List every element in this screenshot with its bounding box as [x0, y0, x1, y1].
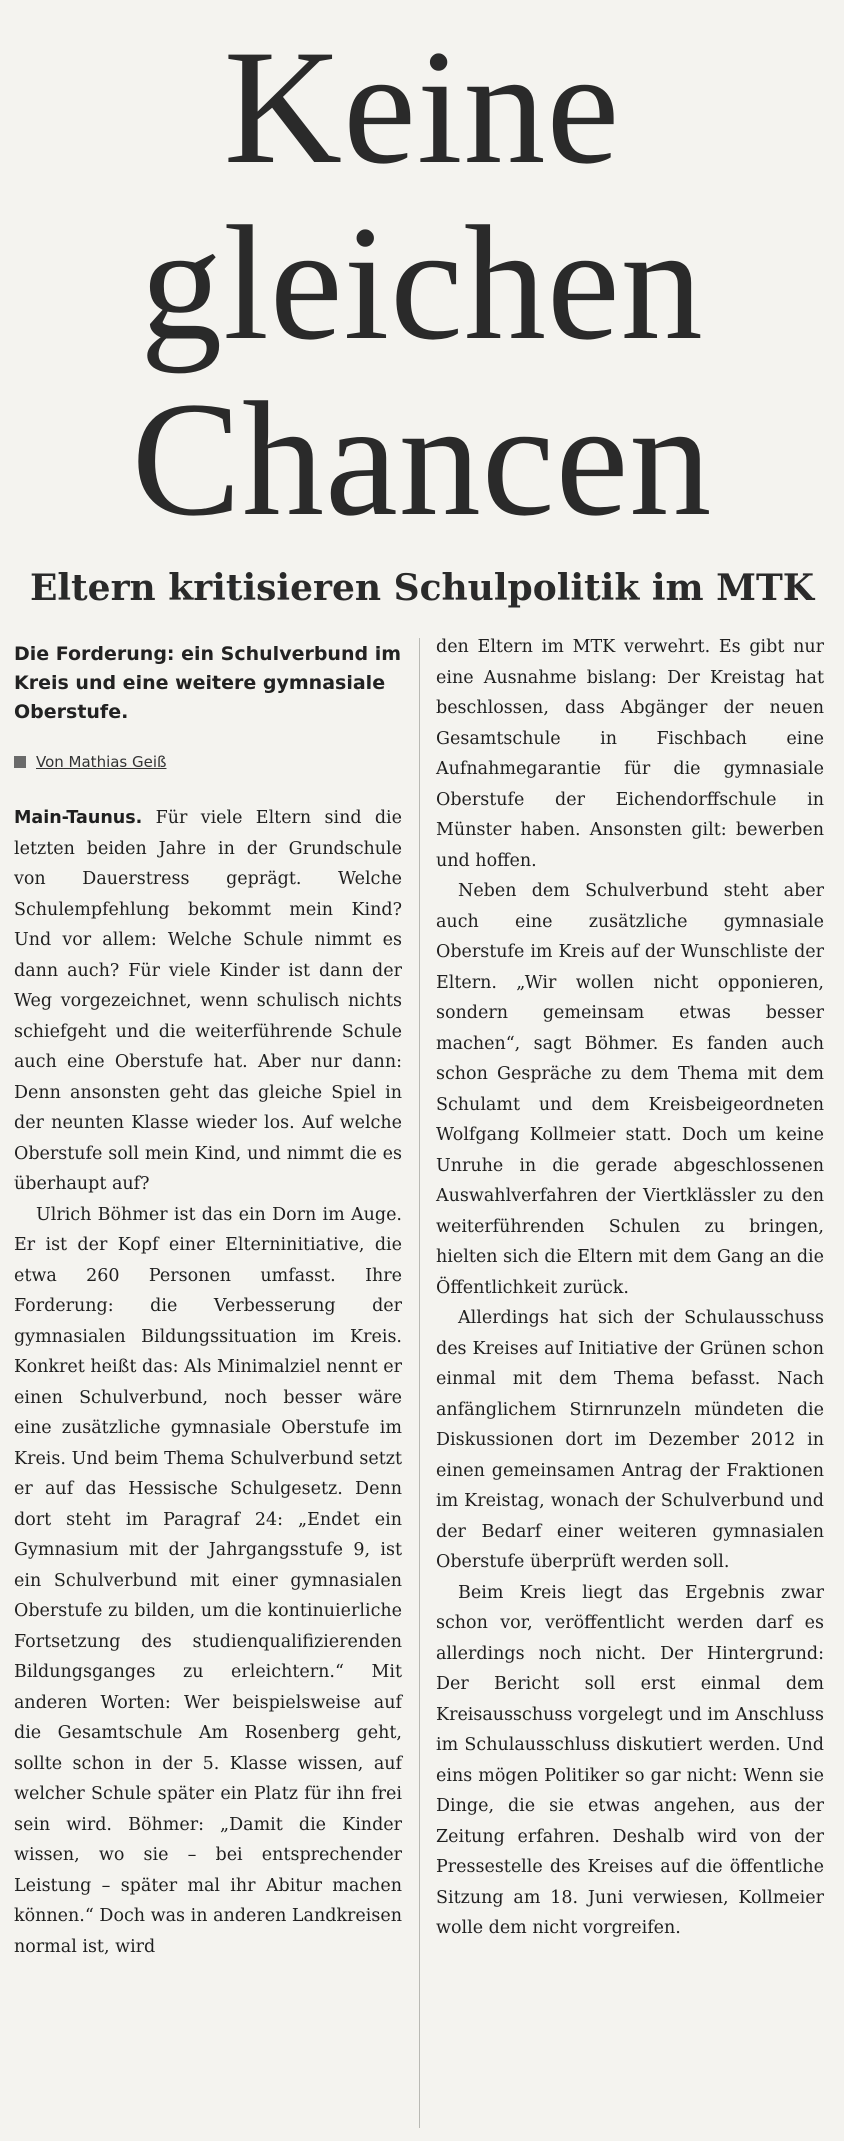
headline-line-3: Chancen [131, 369, 713, 550]
column-divider [419, 638, 420, 2128]
body-paragraph: Beim Kreis liegt das Ergebnis zwar schon vor, veröffentlicht werden darf es allerdings noch nicht. Der Hintergrund: Der Bericht soll erst einmal dem Kreisausschuss vorgelegt und im Anschluss im Schulausschluss diskutiert werden. Und eins mögen Politiker so gar nicht: Wenn sie Dinge, die sie etwas angehen, aus der Zeitung erfahren. Deshalb wird von der Pressestelle des Kreises auf die öffentliche Sitzung am 18. Juni verwiesen, Kollmeier wolle dem nicht vorgreifen. [436, 1582, 824, 1938]
body-paragraph [14, 803, 402, 1200]
author-name: Von Mathias Geiß [36, 753, 167, 771]
dateline: Main-Taunus. [14, 808, 143, 828]
byline-square-icon [14, 756, 26, 768]
left-column [14, 640, 402, 1962]
body-paragraph: den Eltern im MTK verwehrt. Es gibt nur eine Ausnahme bislang: Der Kreistag hat beschlossen, dass Abgänger der neuen Gesamtschule in Fischbach eine Aufnahmegarantie für die gymnasiale Oberstufe der Eichendorffschule in Münster haben. Ansonsten gilt: bewerben und hoffen. [436, 637, 824, 871]
lead-paragraph: Die Forderung: ein Schulverbund im Kreis und eine weitere gymnasiale Oberstufe. [14, 643, 402, 723]
body-paragraph: Ulrich Böhmer ist das ein Dorn im Auge. Er ist der Kopf einer Elterninitiative, die etwa 260 Personen umfasst. Ihre Forderung: die Verbesserung der gymnasialen Bildungssituation im Kreis. Konkret heißt das: Als Minimalziel nennt er einen Schulverbund, noch besser wäre eine zusätzliche gymnasiale Oberstufe im Kreis. Und beim Thema Schulverbund setzt er auf das Hessische Schulgesetz. Denn dort steht im Paragraf 24: „Endet ein Gymnasium mit der Jahrgangsstufe 9, ist ein Schulverbund mit einer gymnasialen Oberstufe zu bilden, um die kontinuierliche Fortsetzung des studienqualifizierenden Bildungsganges zu erleichtern.“ Mit anderen Worten: Wer beispielsweise auf die Gesamtschule Am Rosenberg geht, sollte schon in der 5. Klasse wissen, auf welcher Schule später ein Platz für ihn frei sein wird. Böhmer: „Damit die Kinder wissen, wo sie – bei entsprechender Leistung – später mal ihr Abitur machen können.“ Doch was in anderen Landkreisen normal ist, wird [14, 1204, 402, 1957]
headline-line-1: Keine [223, 17, 621, 198]
right-column [436, 632, 824, 1944]
body-paragraph: Allerdings hat sich der Schulausschuss des Kreises auf Initiative der Grünen schon einmal mit dem Thema befasst. Nach anfänglichem Stirnrunzeln mündeten die Diskussionen dort im Dezember 2012 in einen gemeinsamen Antrag der Fraktionen im Kreistag, wonach der Schulverbund und der Bedarf einer weiteren gymnasialen Oberstufe überprüft werden soll. [436, 1308, 824, 1572]
body-text: Für viele Eltern sind die letzten beiden Jahre in der Grundschule von Dauerstress geprägt. Welche Schulempfehlung bekommt mein Kind? Und vor allem: Welche Schule nimmt es dann auch? Für viele Kinder ist dann der Weg vorgezeichnet, wenn schulisch nichts schiefgeht und die weiterführende Schule auch eine Oberstufe hat. Aber nur dann: Denn ansonsten geht das gleiche Spiel in der neunten Klasse wieder los. Auf welche Oberstufe soll mein Kind, und nimmt die es überhaupt auf? [14, 808, 402, 1194]
byline [14, 751, 402, 773]
subtitle: Eltern kritisieren Schulpolitik im MTK [29, 567, 815, 609]
headline [0, 17, 844, 550]
body-paragraph: Neben dem Schulverbund steht aber auch eine zusätzliche gymnasiale Oberstufe im Kreis auf der Wunschliste der Eltern. „Wir wollen nicht opponieren, sondern gemeinsam etwas besser machen“, sagt Böhmer. Es fanden auch schon Gespräche zu dem Thema mit dem Schulamt und dem Kreisbeigeordneten Wolfgang Kollmeier statt. Doch um keine Unruhe in die gerade abgeschlossenen Auswahlverfahren der Viertklässler zu den weiterführenden Schulen zu bringen, hielten sich die Eltern mit dem Gang an die Öffentlichkeit zurück. [436, 881, 824, 1298]
headline-line-2: gleichen [140, 193, 704, 374]
